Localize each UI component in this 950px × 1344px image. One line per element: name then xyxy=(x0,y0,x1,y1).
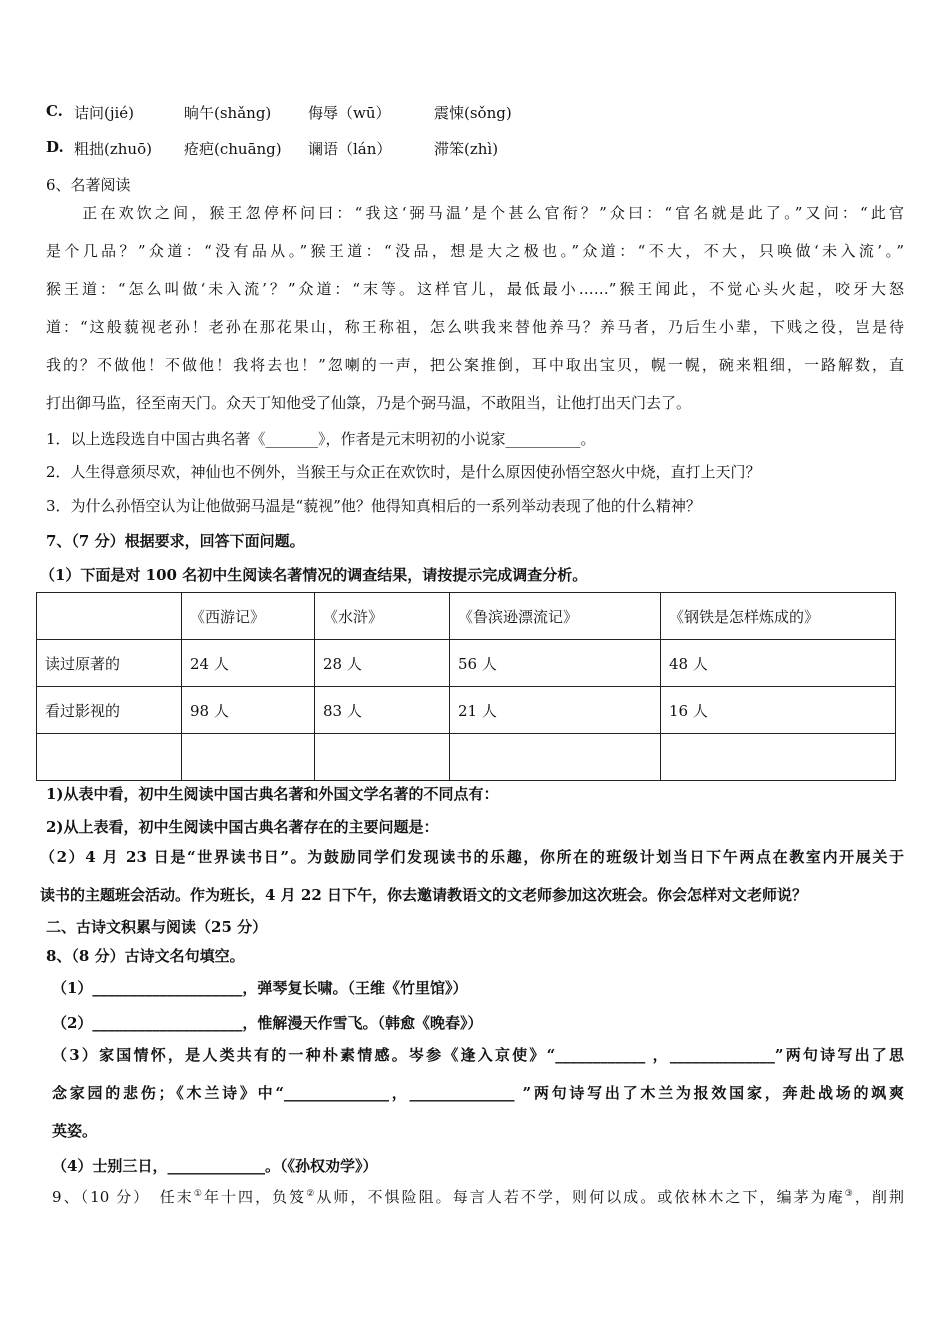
q9-text: ，削荆 xyxy=(854,1188,904,1206)
table-cell: 28 人 xyxy=(315,640,450,687)
table-header-cell: 《钢铁是怎样炼成的》 xyxy=(661,593,896,640)
table-cell xyxy=(450,734,661,781)
q6-question-3: 3．为什么孙悟空认为让他做弼马温是“藐视”他？他得知真相后的一系列举动表现了他的什么精神？ xyxy=(46,497,701,515)
table-cell: 48 人 xyxy=(661,640,896,687)
q7-title: 7、（7 分）根据要求，回答下面问题。 xyxy=(46,532,305,550)
option-item: 侮辱（wū） xyxy=(308,104,391,122)
option-letter: D. xyxy=(46,138,64,156)
q8-item-3 xyxy=(52,1036,904,1150)
option-item: 滞笨(zhì) xyxy=(434,140,499,158)
passage-line: 打出御马监，径至南天门。众天丁知他受了仙箓，乃是个弼马温，不敢阻当，让他打出天门去了。 xyxy=(46,394,692,412)
q7-sub1: （1）下面是对 100 名初中生阅读名著情况的调查结果，请按提示完成调查分析。 xyxy=(40,566,588,584)
table-header-cell: 《西游记》 xyxy=(182,593,315,640)
sub2-line: 读书的主题班会活动。作为班长，4 月 22 日下午，你去邀请教语文的文老师参加这次班会。你会怎样对文老师说？ xyxy=(40,886,807,904)
footnote-marker: ② xyxy=(306,1189,317,1199)
q7-analysis-1: 1)从表中看，初中生阅读中国古典名著和外国文学名著的不同点有： xyxy=(46,785,499,803)
option-letter: C. xyxy=(46,102,63,120)
passage-line: 猴王道：“怎么叫做‘未入流’？”众道：“末等。这样官儿，最低最小……”猴王闻此，不觉心头火起，咬牙大怒 xyxy=(46,280,904,298)
table-header-cell: 《水浒》 xyxy=(315,593,450,640)
passage-line: 我的？不做他！不做他！我将去也！”忽喇的一声，把公案推倒，耳中取出宝贝，幌一幌，碗来粗细，一路解数，直 xyxy=(46,356,904,374)
table-cell xyxy=(182,734,315,781)
option-item: 震悚(sǒng) xyxy=(434,104,512,122)
item3-line: 英姿。 xyxy=(52,1122,98,1140)
table-cell xyxy=(661,734,896,781)
table-header-row xyxy=(37,593,896,640)
passage-line: 是个几品？”众道：“没有品从。”猴王道：“没品，想是大之极也。”众道：“不大，不大，只唤做‘未入流’。” xyxy=(46,242,904,260)
table-cell: 16 人 xyxy=(661,687,896,734)
q9-text: 年十四，负笈 xyxy=(203,1188,307,1206)
q8-item-1: （1）____________________，弹琴复长啸。（王维《竹里馆》） xyxy=(52,979,468,997)
q7-analysis-2: 2)从上表看，初中生阅读中国古典名著存在的主要问题是： xyxy=(46,818,439,836)
sub2-line: （2）4 月 23 日是“世界读书日”。为鼓励同学们发现读书的乐趣，你所在的班级计划当日下午两点在教室内开展关于 xyxy=(40,848,904,866)
q7-sub2 xyxy=(40,838,904,914)
table-cell: 24 人 xyxy=(182,640,315,687)
table-cell xyxy=(315,734,450,781)
table-cell xyxy=(37,734,182,781)
item3-line: （3）家国情怀，是人类共有的一种朴素情感。岑参《逢入京使》“____________ ，______________”两句诗写出了思 xyxy=(52,1046,904,1064)
table-cell: 21 人 xyxy=(450,687,661,734)
table-cell: 看过影视的 xyxy=(37,687,182,734)
q6-passage xyxy=(46,194,904,422)
option-item: 晌午(shǎng) xyxy=(184,104,272,122)
table-cell: 98 人 xyxy=(182,687,315,734)
table-row xyxy=(37,640,896,687)
survey-table xyxy=(36,592,896,781)
section-2-heading: 二、古诗文积累与阅读（25 分） xyxy=(46,918,268,936)
option-item: 粗拙(zhuō) xyxy=(74,140,152,158)
item3-line: 念家园的悲伤；《木兰诗》中“______________，______________ ”两句诗写出了木兰为报效国家，奔赴战场的飒爽 xyxy=(52,1084,904,1102)
table-cell: 读过原著的 xyxy=(37,640,182,687)
footnote-marker: ① xyxy=(193,1189,204,1199)
q9-first-line xyxy=(52,1186,904,1207)
q9-text: 从师，不惧险阻。每言人若不学，则何以成。或依林木之下，编茅为庵 xyxy=(316,1188,845,1206)
q6-question-2: 2．人生得意须尽欢，神仙也不例外，当猴王与众正在欢饮时，是什么原因使孙悟空怒火中烧，直打上天门？ xyxy=(46,463,761,481)
q8-item-2: （2）____________________，惟解漫天作雪飞。（韩愈《晚春》） xyxy=(52,1014,483,1032)
passage-line: 道：“这般藐视老孙！老孙在那花果山，称王称祖，怎么哄我来替他养马？养马者，乃后生小辈，下贱之役，岂是待 xyxy=(46,318,904,336)
option-item: 诘问(jié) xyxy=(74,104,135,122)
q8-title: 8、（8 分）古诗文名句填空。 xyxy=(46,947,245,965)
table-row xyxy=(37,687,896,734)
footnote-marker: ③ xyxy=(844,1189,855,1199)
q6-title: 6、名著阅读 xyxy=(46,176,131,194)
q6-question-1: 1．以上选段选自中国古典名著《_______》，作者是元末明初的小说家__________。 xyxy=(46,430,596,448)
table-cell: 56 人 xyxy=(450,640,661,687)
table-header-cell xyxy=(37,593,182,640)
q8-item-4: （4）士别三日，_____________。（《孙权劝学》） xyxy=(52,1157,378,1175)
option-item: 疮疤(chuāng) xyxy=(184,140,282,158)
q9-prefix: 9、（10 分） 任末 xyxy=(52,1188,194,1206)
option-item: 谰语（lán） xyxy=(308,140,392,158)
table-header-cell: 《鲁滨逊漂流记》 xyxy=(450,593,661,640)
table-cell: 83 人 xyxy=(315,687,450,734)
table-row xyxy=(37,734,896,781)
passage-line: 正在欢饮之间，猴王忽停杯问曰：“我这‘弼马温’是个甚么官衔？”众曰：“官名就是此了。”又问：“此官 xyxy=(46,204,904,222)
